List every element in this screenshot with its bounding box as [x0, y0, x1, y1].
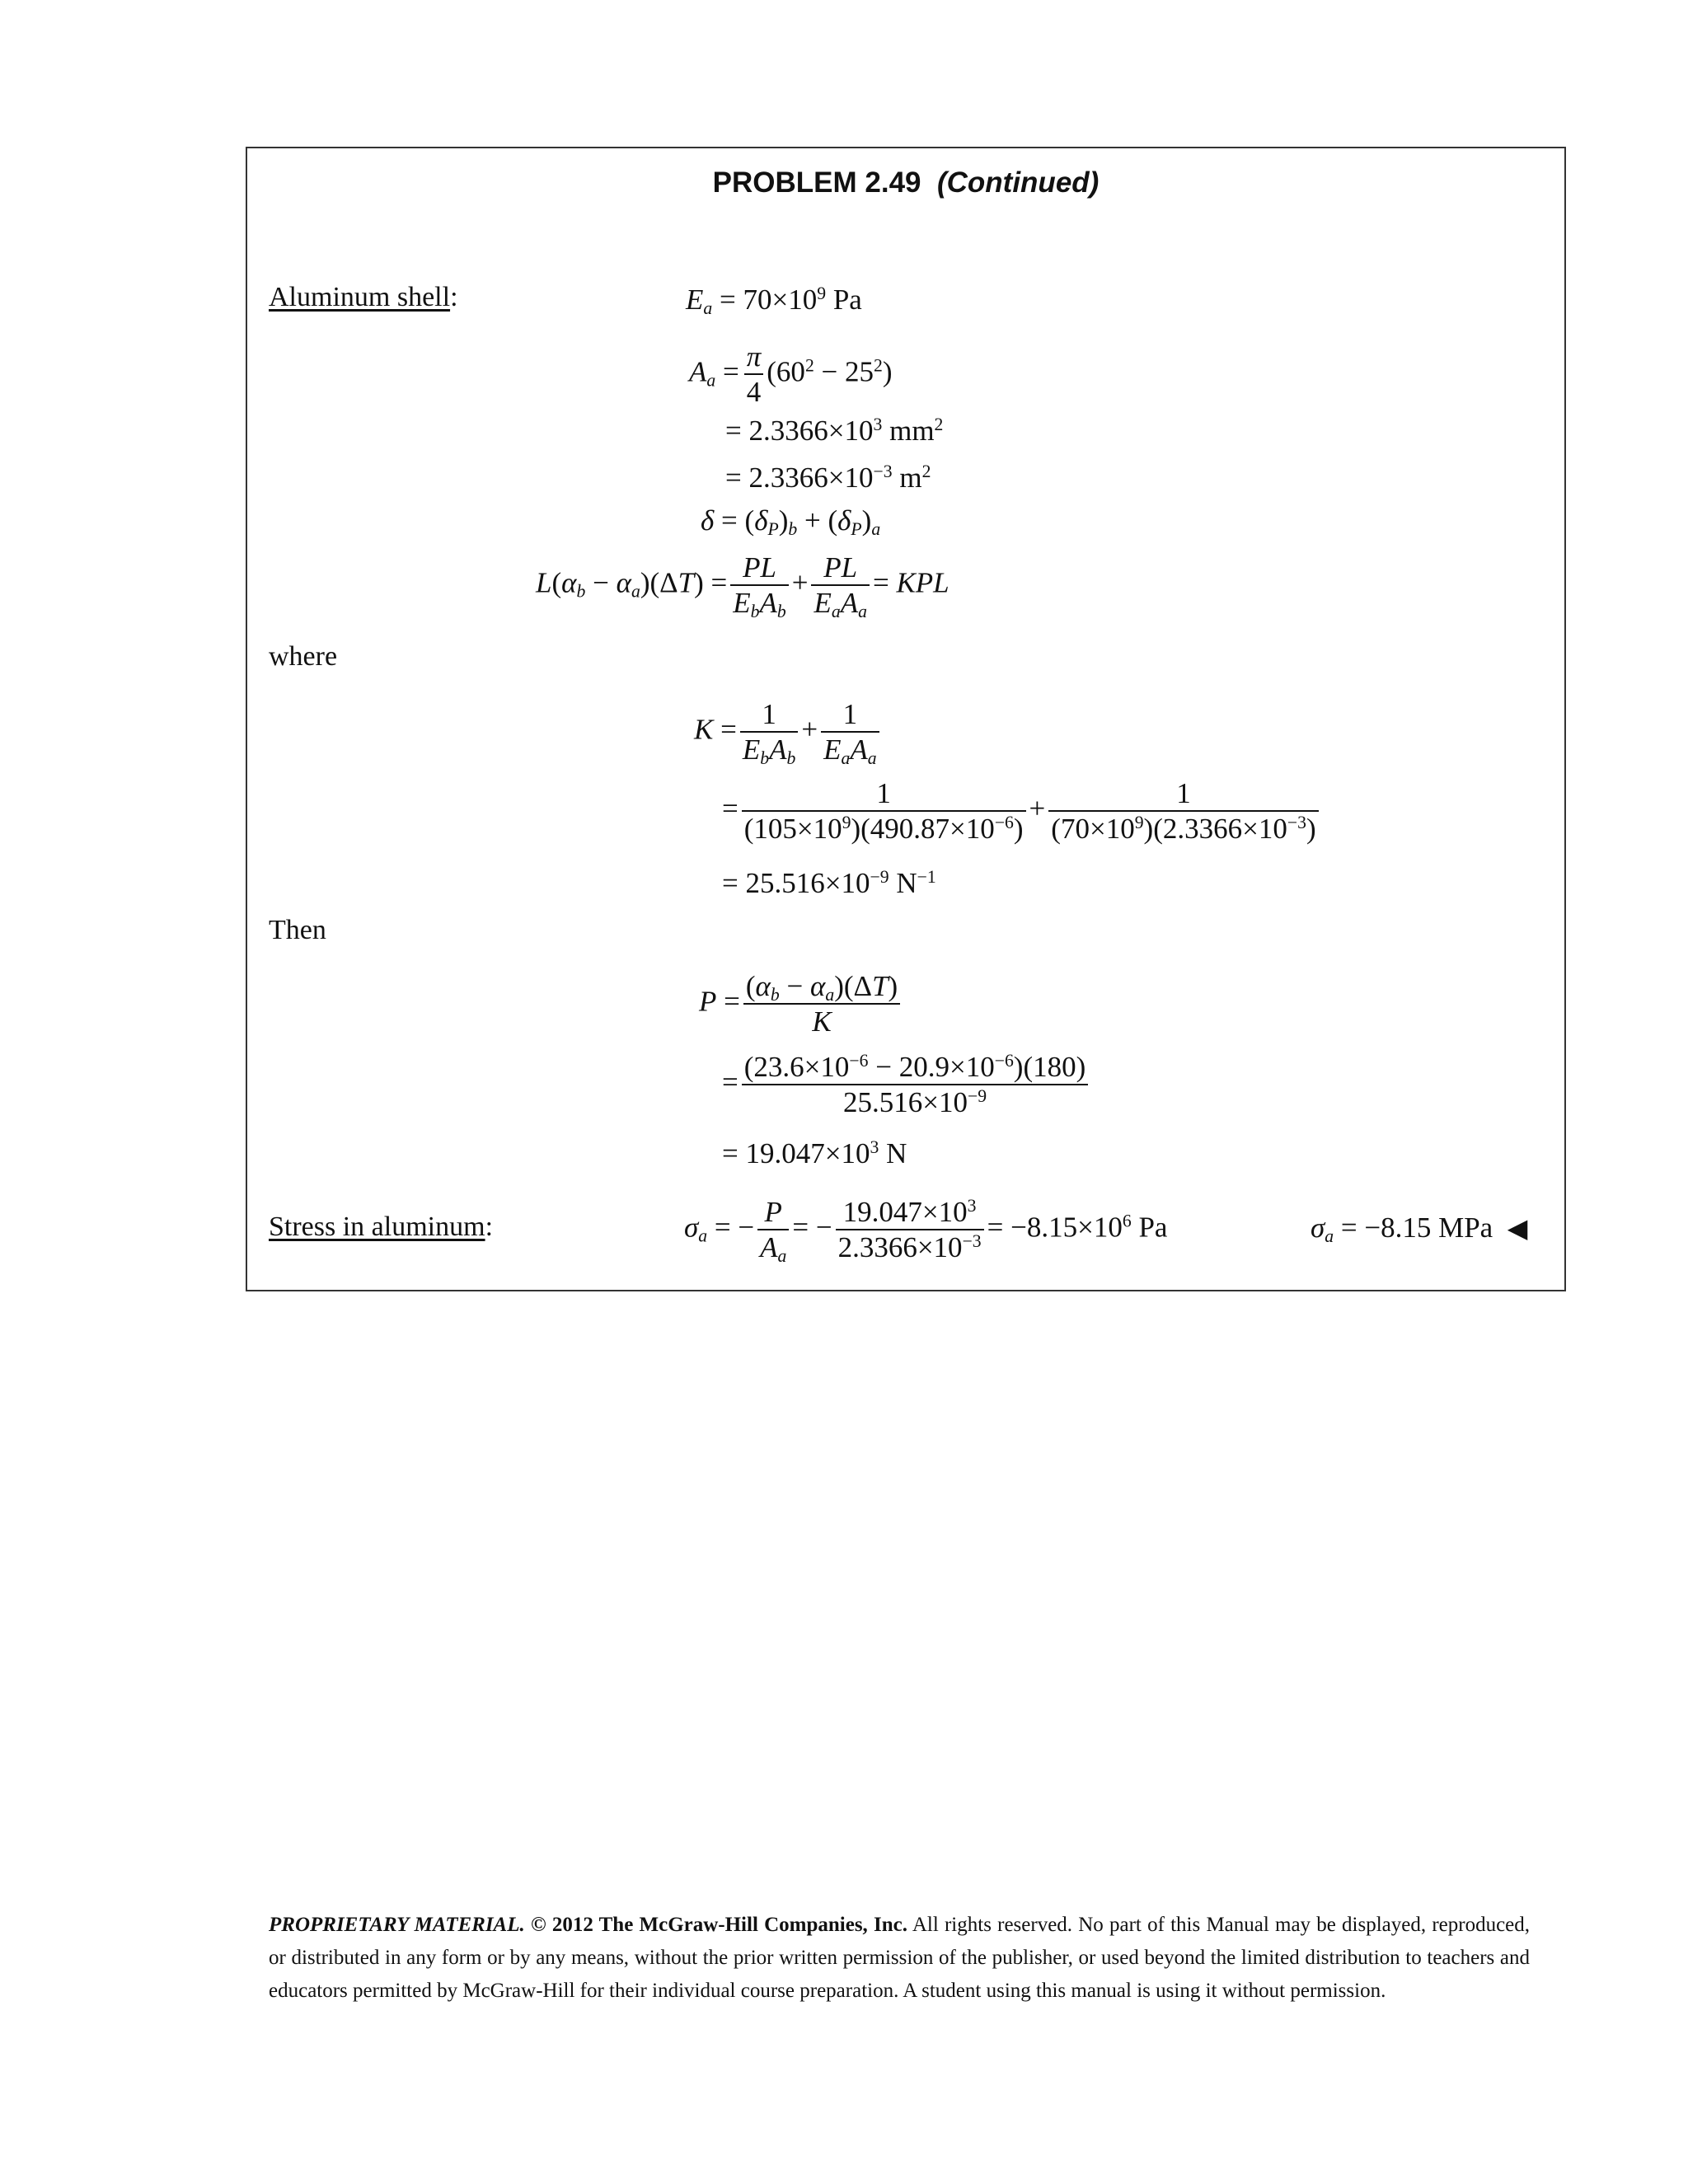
footer-text: All rights reserved. No part of this Manual may be displayed, reproduced, or distributed in any form or by any means, without the prior written permission of the publisher, or used beyond the limited distribution to teachers and educators permitted by McGraw-Hill for their individual course preparation. A student using this manual is using it without permission. — [269, 1914, 1531, 2002]
copyright-footer — [269, 1909, 1530, 2008]
eq-deformation-compatibility: $\delta = (\delta_P)_b + (\delta_P)_a$ — [701, 504, 881, 540]
left-pointing-triangle-icon: ◀ — [1507, 1212, 1528, 1244]
eq-area-aluminum-mm2: = $2.3366\times 10^3$ $mm^2$ — [725, 415, 944, 447]
eq-p-substitution: = $\frac{(23.6\times 10^{-6} - 20.9\times 10^{-6})(180)}{25.516\times 10^{-9}}$ — [722, 1050, 1091, 1120]
eq-thermal-compatibility: $L(\alpha_b - \alpha_a)(\Delta T)$ = $\frac{PL}{E_bA_b}$ + $\frac{PL}{E_aA_a}$ = KPL — [536, 551, 950, 622]
eq-elastic-modulus-aluminum: $E_a = 70\times 10^9$ Pa — [686, 284, 862, 319]
eq-k-substitution: = $\frac{1}{(105\times 10^9)(490.87\times 10^{-6})}$ + $\frac{1}{(70\times 10^9)(2.3366\times 10^{-3})}$ — [722, 776, 1322, 846]
label-aluminum-shell: Aluminum shell: — [269, 282, 458, 312]
label-then: Then — [269, 915, 326, 945]
label-where: where — [269, 641, 338, 672]
eq-p-value: = $19.047\times 10^3$ N — [722, 1137, 907, 1169]
problem-number: PROBLEM 2.49 — [712, 166, 921, 199]
answer-stress-aluminum: $\sigma_a = -8.15$ MPa ◀ — [1311, 1212, 1528, 1247]
problem-frame — [246, 147, 1566, 1291]
continued-tag: (Continued) — [936, 166, 1100, 199]
footer-proprietary: PROPRIETARY MATERIAL. — [269, 1914, 525, 1936]
eq-area-aluminum: $A_a$ = $\frac{\pi}{4}$ $(60^2 - 25^2)$ — [689, 340, 893, 409]
label-stress-in-aluminum: Stress in aluminum: — [269, 1212, 494, 1242]
eq-p-definition: P = $\frac{(\alpha_b - \alpha_a)(\Delta T)}{K}$ — [699, 969, 903, 1039]
eq-stress-aluminum: $\sigma_a$ = − $\frac{P}{A_a}$ = − $\frac{19.047\times 10^3}{2.3366\times 10^{-3}}$ = $-8.15\times 10^6$ Pa — [684, 1196, 1168, 1267]
problem-title — [247, 166, 1564, 199]
eq-area-aluminum-m2: = $2.3366\times 10^{-3}$ $m^2$ — [725, 462, 931, 494]
footer-copyright: © 2012 The McGraw-Hill Companies, Inc. — [530, 1914, 907, 1936]
eq-k-value: = $25.516\times 10^{-9}$ $N^{-1}$ — [722, 867, 936, 899]
eq-k-definition: K = $\frac{1}{E_bA_b}$ + $\frac{1}{E_aA_a}$ — [694, 697, 883, 767]
